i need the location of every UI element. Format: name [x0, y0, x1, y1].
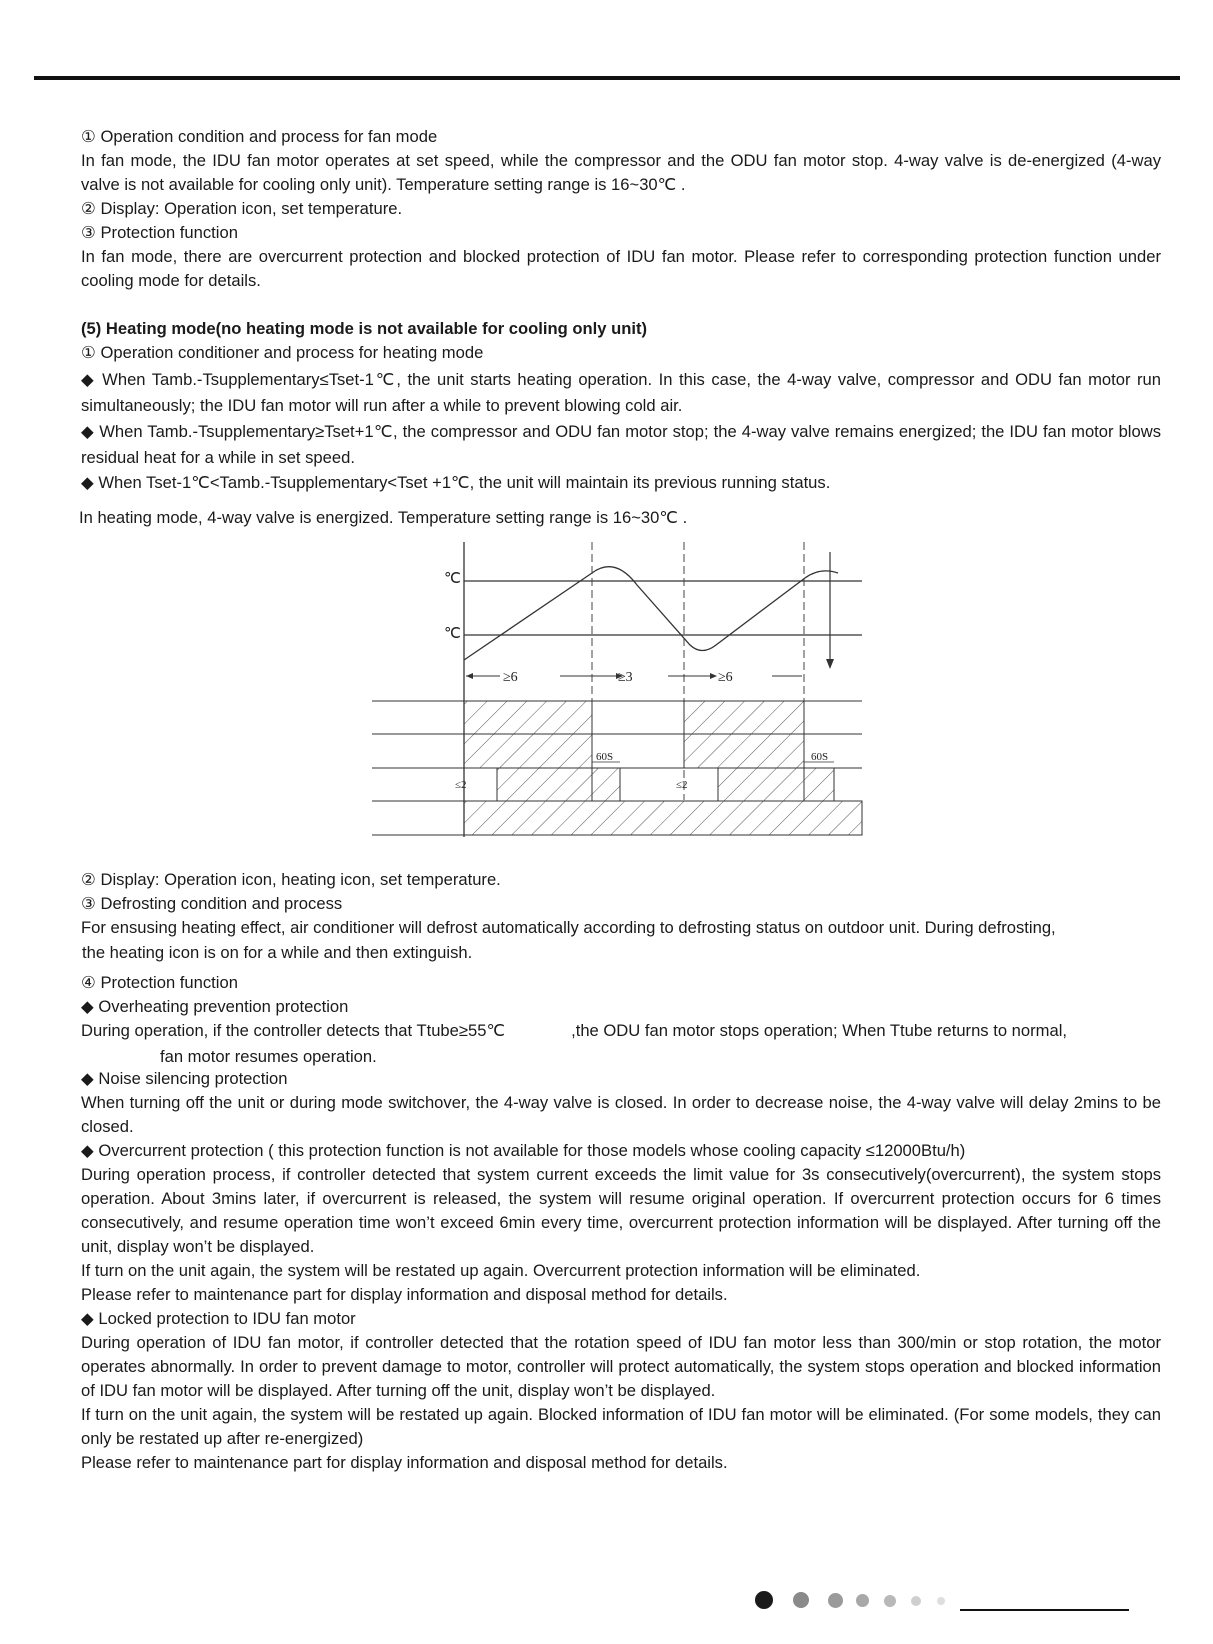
locked-text: During operation of IDU fan motor, if controller detected that the rotation speed of IDU fan motor less than 300/min or stop rotation, the motor operates abnormally. In order to prevent damage to motor, controller will protect automatically, the system stops operation and blocked information of IDU fan motor will be displayed. After turning off the unit, display won’t be displayed.	[81, 1333, 1161, 1400]
delay-label-2: 60S	[811, 751, 829, 763]
defrost-line-2: the heating icon is on for a while and then extinguish.	[82, 943, 473, 962]
overcurrent-text: During operation process, if controller detected that system current exceeds the limit value for 3s consecutively(overcurrent), the system stops operation. About 3mins later, if overcurrent is released, the system will resume original operation. If overcurrent protection occurs for 6 times consecutively, and resume operation time won’t exceed 6min every time, overcurrent protection information will be displayed. After turning off the unit, display won’t be displayed.	[81, 1165, 1161, 1256]
footer-dot-2	[793, 1592, 809, 1608]
overheat-line-1b: ,the ODU fan motor stops operation; When Ttube returns to normal,	[571, 1021, 1067, 1040]
footer-dot-5	[884, 1595, 896, 1607]
heating-condition-heading: ① Operation conditioner and process for heating mode	[81, 343, 484, 362]
footer-dot-3	[828, 1593, 843, 1608]
footer-dot-7	[937, 1597, 945, 1605]
upper-unit-label: ℃	[444, 571, 461, 587]
heating-bullet-2: ◆ When Tamb.-Tsupplementary≥Tset+1℃, the compressor and ODU fan motor stop; the 4-way valve remains energized; the IDU fan motor blows residual heat for a while in set speed.	[81, 422, 1161, 467]
row3-block-2	[718, 768, 834, 801]
heating-display: ② Display: Operation icon, heating icon, set temperature.	[81, 870, 501, 889]
noise-heading: ◆ Noise silencing protection	[81, 1069, 288, 1088]
fan-mode-display: ② Display: Operation icon, set temperature.	[81, 199, 403, 218]
lead-label-1: ≤2	[455, 779, 467, 791]
heating-mode-title: (5) Heating mode(no heating mode is not available for cooling only unit)	[81, 319, 648, 338]
locked-refer: Please refer to maintenance part for display information and disposal method for details.	[81, 1453, 728, 1472]
row1-block-2	[684, 701, 804, 734]
footer-rule	[960, 1609, 1129, 1611]
lead-label-2: ≤2	[676, 779, 688, 791]
interval-label-1: ≥6	[503, 670, 518, 685]
overcurrent-heading: ◆ Overcurrent protection ( this protection function is not available for those models whose cooling capacity ≤12000Btu/h)	[81, 1141, 966, 1160]
overheat-line-2: fan motor resumes operation.	[160, 1047, 377, 1066]
row2-block-1	[464, 734, 592, 768]
locked-heading: ◆ Locked protection to IDU fan motor	[81, 1309, 356, 1328]
overheat-line-1	[81, 1019, 1161, 1043]
locked-restart: If turn on the unit again, the system will be restated up again. Blocked information of IDU fan motor will be eliminated. (For some models, they can only be restated up after re-energized)	[81, 1405, 1161, 1448]
defrost-line-1: For ensusing heating effect, air conditioner will defrost automatically according to defrosting status on outdoor unit. During defrosting,	[81, 918, 1056, 937]
row4-block	[464, 801, 862, 835]
interval-label-2: ≥3	[618, 670, 633, 685]
noise-text: When turning off the unit or during mode switchover, the 4-way valve is closed. In order to decrease noise, the 4-way valve will delay 2mins to be closed.	[81, 1093, 1161, 1136]
overheat-heading: ◆ Overheating prevention protection	[81, 997, 349, 1016]
footer-dot-1	[755, 1591, 773, 1609]
row3-block-1	[497, 768, 620, 801]
heating-valve-note: In heating mode, 4-way valve is energized. Temperature setting range is 16~30℃ .	[79, 508, 688, 527]
fan-mode-heading: ① Operation condition and process for fan mode	[81, 127, 438, 146]
fan-mode-paragraph: In fan mode, the IDU fan motor operates at set speed, while the compressor and the ODU fan motor stop. 4-way valve is de-energized (4-way valve is not available for cooling only unit). Temperature setting range is 16~30℃ .	[81, 151, 1161, 194]
row1-block-1	[464, 701, 592, 734]
heating-bullet-3: ◆ When Tset-1℃<Tamb.-Tsupplementary<Tset +1℃, the unit will maintain its previous running status.	[81, 473, 831, 492]
overcurrent-refer: Please refer to maintenance part for display information and disposal method for details.	[81, 1285, 728, 1304]
footer-dot-4	[856, 1594, 869, 1607]
defrost-heading: ③ Defrosting condition and process	[81, 894, 343, 913]
delay-label-1: 60S	[596, 751, 614, 763]
fan-mode-protection-heading: ③ Protection function	[81, 223, 238, 242]
row2-block-2	[684, 734, 804, 768]
overheat-line-1a: During operation, if the controller detects that Ttube≥55℃	[81, 1021, 506, 1040]
interval-label-3: ≥6	[718, 670, 733, 685]
overcurrent-restart: If turn on the unit again, the system will be restated up again. Overcurrent protection information will be eliminated.	[81, 1261, 921, 1280]
fan-mode-protection-text: In fan mode, there are overcurrent protection and blocked protection of IDU fan motor. Please refer to corresponding protection function under cooling mode for details.	[81, 247, 1161, 290]
footer-dot-6	[911, 1596, 921, 1606]
heating-bullet-1: ◆ When Tamb.-Tsupplementary≤Tset-1℃, the unit starts heating operation. In this case, the 4-way valve, compressor and ODU fan motor run simultaneously; the IDU fan motor will run after a while to prevent blowing cold air.	[81, 370, 1161, 415]
heating-protection-heading: ④ Protection function	[81, 973, 238, 992]
lower-unit-label: ℃	[444, 626, 461, 642]
